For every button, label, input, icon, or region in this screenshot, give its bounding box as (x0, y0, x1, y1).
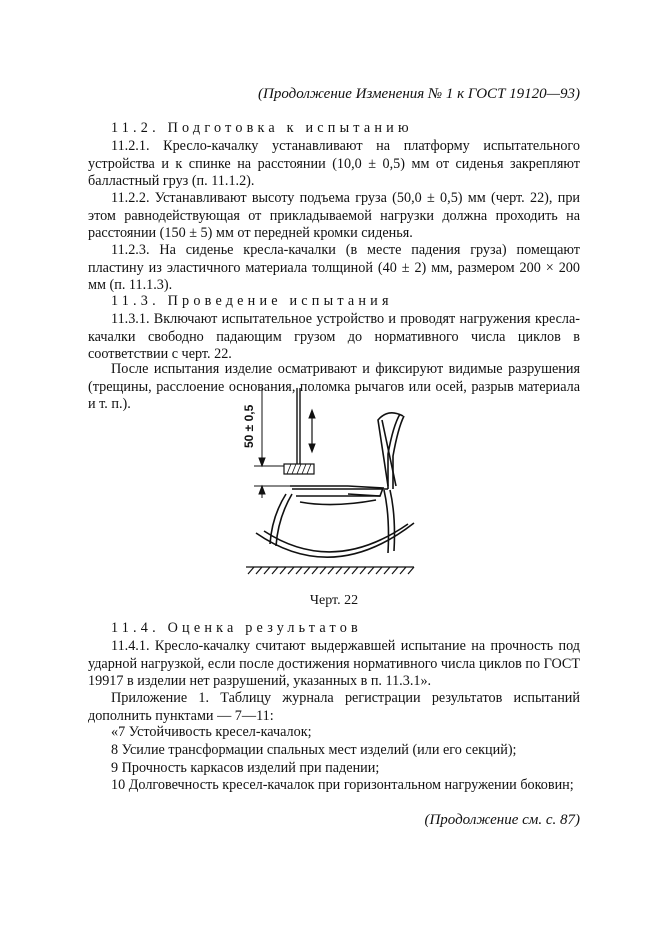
dimension-label: 50 ± 0,5 (242, 404, 256, 448)
paragraph-11-2-1: 11.2.1. Кресло-качалку устанавливают на платформу испытательного устройства и к спинке на расстоянии (10,0 ± 0,5) мм от сиденья закрепляют балластный груз (п. 11.1.2). (88, 138, 580, 190)
load-rod (297, 388, 300, 464)
page-header: (Продолжение Изменения № 1 к ГОСТ 19120—93) (258, 86, 580, 102)
motion-arrow-icon (309, 410, 315, 452)
list-item-7: «7 Устойчивость кресел-качалок; (111, 724, 312, 740)
dimension-marks (254, 388, 298, 498)
page-footer: (Продолжение см. с. 87) (424, 812, 580, 828)
chair-frame (256, 413, 414, 557)
list-item-8: 8 Усилие трансформации спальных мест изделий (или его секций); (111, 742, 517, 758)
paragraph-after-test: После испытания изделие осматривают и фиксируют видимые разрушения (трещины, расслоение основания, поломка рычагов или осей, разрыв материала и т. п.). (88, 361, 580, 413)
paragraph-appendix: Приложение 1. Таблицу журнала регистрации результатов испытаний дополнить пунктами — 7—11: (88, 690, 580, 724)
paragraph-11-2-2: 11.2.2. Устанавливают высоту подъема груза (50,0 ± 0,5) мм (черт. 22), при этом равнодействующая от прикладываемой нагрузки должна проходить на расстоянии (150 ± 5) мм от передней кромки сиденья. (88, 190, 580, 242)
ground-line (246, 567, 414, 574)
paragraph-11-3-1: 11.3.1. Включают испытательное устройство и проводят нагружения кресла-качалки свободно падающим грузом до нормативного числа циклов в соответствии с черт. 22. (88, 311, 580, 363)
section-11-3-heading: 11.3. Проведение испытания (111, 293, 393, 309)
paragraph-11-2-3: 11.2.3. На сиденье кресла-качалки (в месте падения груза) помещают пластину из эластичного материала толщиной (40 ± 2) мм, размером 200 × 200 мм (п. 11.1.3). (88, 242, 580, 294)
section-11-4-heading: 11.4. Оценка результатов (111, 620, 362, 636)
list-item-9: 9 Прочность каркасов изделий при падении; (111, 760, 380, 776)
list-item-10: 10 Долговечность кресел-качалок при горизонтальном нагружении боковин; (111, 777, 574, 793)
figure-caption: Черт. 22 (309, 593, 359, 608)
paragraph-11-4-1: 11.4.1. Кресло-качалку считают выдержавшей испытание на прочность под ударной нагрузкой, если после достижения нормативного числа циклов по ГОСТ 19917 в изделии нет разрушений, указанных в п. 11.3.1». (88, 638, 580, 690)
rocking-chair-figure (238, 386, 428, 586)
section-11-2-heading: 11.2. Подготовка к испытанию (111, 120, 413, 136)
